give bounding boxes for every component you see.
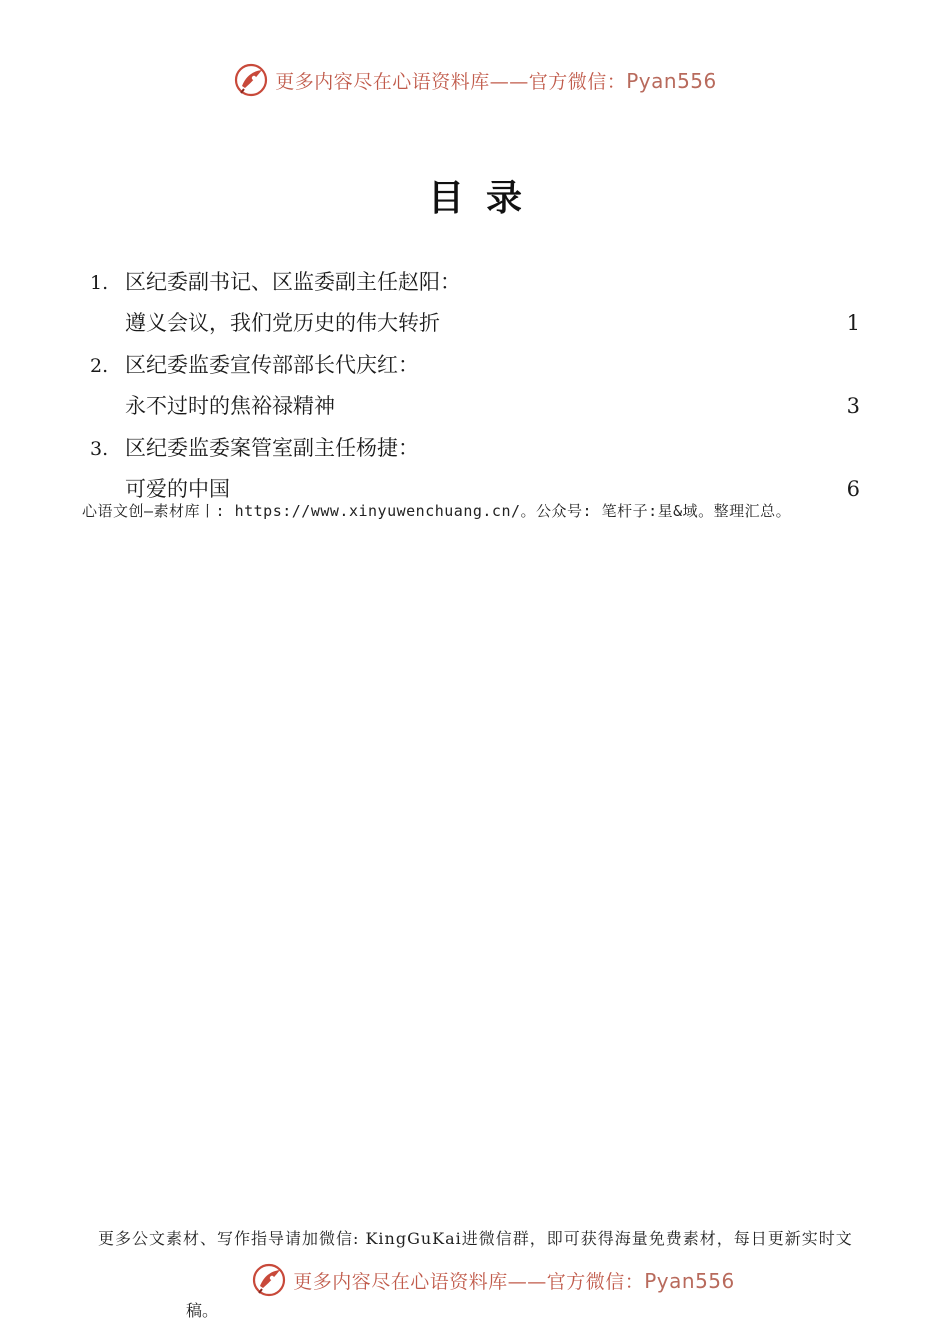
header-banner-wechat-id: Pyan556: [626, 68, 717, 93]
toc-entry-author: 区纪委监委案管室副主任杨捷：: [125, 436, 419, 460]
toc-entry-article-link[interactable]: 永不过时的焦裕禄精神: [125, 394, 335, 418]
header-banner-text: 更多内容尽在心语资料库: [275, 70, 490, 93]
toc-entry-author: 区纪委副书记、区监委副主任赵阳：: [125, 270, 461, 294]
toc-entry-number: 1.: [90, 272, 109, 294]
footer-banner-text: 更多内容尽在心语资料库: [293, 1270, 508, 1293]
source-note: 心语文创—素材库丨: https://www.xinyuwenchuang.cn/。公众号: 笔杆子:星&域。整理汇总。: [82, 502, 792, 520]
toc-entry-number: 3.: [90, 438, 109, 460]
header-watermark-banner: [0, 62, 950, 98]
footer-banner-wechat-id: Pyan556: [644, 1268, 735, 1293]
toc-entry-article-link[interactable]: 遵义会议，我们党历史的伟大转折: [125, 311, 440, 335]
pen-logo-icon: [233, 62, 269, 98]
footer-banner-separator: ——: [507, 1270, 547, 1293]
footer-promo-text: 更多公文素材、写作指导请加微信: KingGuKai进微信群，即可获得海量免费素材，每日更新实时文: [98, 1229, 853, 1248]
toc-entry-article-link[interactable]: 可爱的中国: [125, 477, 230, 501]
page-title: 目录: [427, 178, 544, 219]
toc-entry-number: 2.: [90, 355, 109, 377]
toc-entry-author: 区纪委监委宣传部部长代庆红：: [125, 353, 419, 377]
header-banner-wechat-label: 官方微信：: [528, 70, 627, 93]
toc-entry-page-number: 3: [846, 394, 860, 418]
pen-logo-icon: [251, 1262, 287, 1298]
header-banner-separator: ——: [489, 70, 529, 93]
footer-watermark-banner: [0, 1262, 950, 1298]
toc-entry-page-number: 6: [846, 477, 860, 501]
footer-promo-text-tail: 稿。: [186, 1301, 219, 1320]
footer-banner-wechat-label: 官方微信：: [546, 1270, 645, 1293]
toc-entry-page-number: 1: [846, 311, 860, 335]
